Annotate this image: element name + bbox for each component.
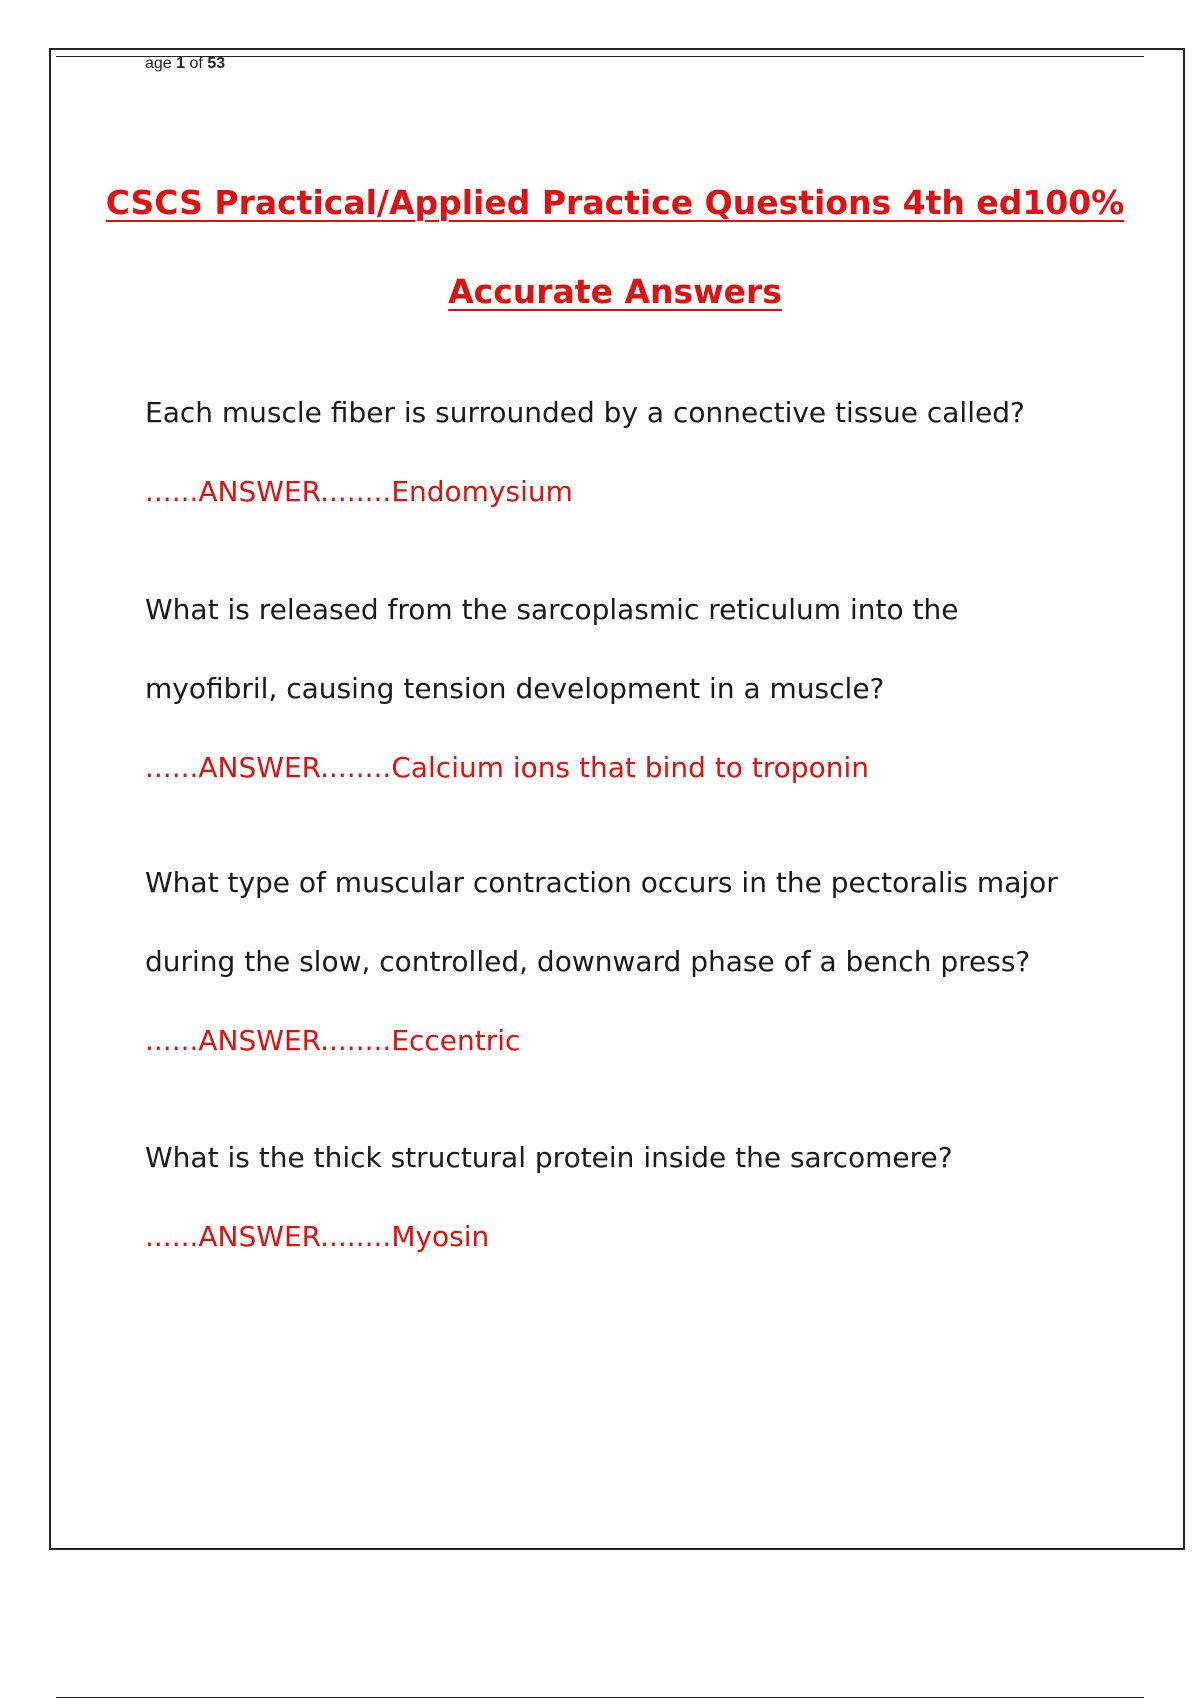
footer-rule (56, 1697, 1144, 1698)
qa-item-3 (145, 843, 1105, 1080)
question-line: What type of muscular contraction occurs in the pectoralis major (145, 866, 1058, 899)
question-line: Each muscle fiber is surrounded by a connective tissue called? (145, 396, 1025, 429)
qa-item-2 (145, 570, 1105, 807)
page-prefix: age (145, 55, 172, 72)
page-number (145, 54, 225, 74)
question-line: myofibril, causing tension development in a muscle? (145, 672, 885, 705)
answer: ......ANSWER........Calcium ions that bind to troponin (145, 751, 869, 784)
question-line: during the slow, controlled, downward phase of a bench press? (145, 945, 1031, 978)
answer: ......ANSWER........Myosin (145, 1220, 490, 1253)
page-current: 1 (176, 55, 186, 72)
page-of: of (189, 55, 203, 72)
answer: ......ANSWER........Endomysium (145, 475, 573, 508)
document-title-line-1: CSCS Practical/Applied Practice Questions 4th ed100% (105, 183, 1125, 222)
qa-item-1 (145, 373, 1105, 531)
page-total: 53 (207, 55, 226, 72)
question-line: What is the thick structural protein inside the sarcomere? (145, 1141, 953, 1174)
qa-item-4 (145, 1118, 1105, 1276)
answer: ......ANSWER........Eccentric (145, 1024, 521, 1057)
document-title-line-2: Accurate Answers (448, 272, 782, 311)
question-line: What is released from the sarcoplasmic reticulum into the (145, 593, 959, 626)
